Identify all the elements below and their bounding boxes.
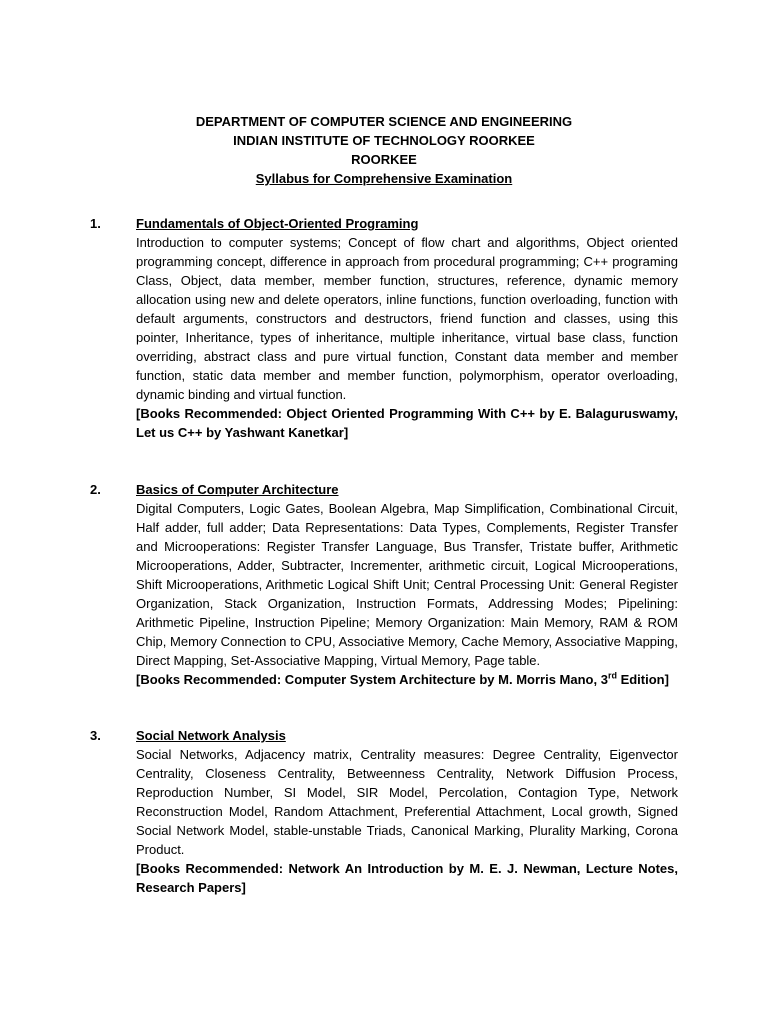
section-body: Social Networks, Adjacency matrix, Centrality measures: Degree Centrality, Eigenvector Centrality, Closeness Centrality, Betweenness Centrality, Network Diffusion Process, Reproduction Number, SI Model, SIR Model, Percolation, Contagion Type, Network Reconstruction Model, Random Attachment, Preferential Attachment, Local growth, Signed Social Network Model, stable-unstable Triads, Canonical Marking, Plurality Marking, Corona Product.: [136, 747, 678, 857]
section-number: 1.: [90, 216, 101, 231]
section-body: Introduction to computer systems; Concept of flow chart and algorithms, Object oriented programming concept, difference in approach from procedural programming; C++ programing Class, Object, data member, member function, structures, reference, dynamic memory allocation using new and delete operators, inline functions, function overloading, function with default arguments, constructors and destructors, friend function and classes, using this pointer, Inheritance, types of inheritance, multiple inheritance, virtual base class, function overriding, abstract class and pure virtual function, Constant data member and member function, static data member and member function, polymorphism, operator overloading, dynamic binding and virtual function.: [136, 235, 678, 402]
institute-title: INDIAN INSTITUTE OF TECHNOLOGY ROORKEE: [233, 133, 535, 148]
section-heading: Basics of Computer Architecture: [136, 482, 339, 497]
section-number: 3.: [90, 728, 101, 743]
books-text: [Books Recommended: Computer System Architecture by M. Morris Mano, 3: [136, 672, 608, 687]
section-heading: Social Network Analysis: [136, 728, 286, 743]
document-header: [0, 112, 768, 188]
books-recommended: [Books Recommended: Network An Introduction by M. E. J. Newman, Lecture Notes, Research Papers]: [136, 861, 678, 895]
section-heading: Fundamentals of Object-Oriented Programing: [136, 216, 419, 231]
section-content: [136, 726, 678, 897]
books-recommended: [Books Recommended: Object Oriented Programming With C++ by E. Balaguruswamy, Let us C++ by Yashwant Kanetkar]: [136, 406, 678, 440]
section-content: [136, 480, 678, 689]
department-title: DEPARTMENT OF COMPUTER SCIENCE AND ENGINEERING: [195, 114, 573, 129]
edition-superscript: rd: [607, 670, 617, 681]
section-body: Digital Computers, Logic Gates, Boolean Algebra, Map Simplification, Combinational Circuit, Half adder, full adder; Data Representations: Data Types, Complements, Register Transfer and Microoperations: Register Transfer Language, Bus Transfer, Tristate buffer, Arithmetic Microoperations, Adder, Subtracter, Incrementer, arithmetic circuit, Logical Microoperations, Shift Microoperations, Arithmetic Logical Shift Unit; Central Processing Unit: General Register Organization, Stack Organization, Instruction Formats, Addressing Modes; Pipelining: Arithmetic Pipeline, Instruction Pipeline; Memory Organization: Main Memory, RAM & ROM Chip, Memory Connection to CPU, Associative Memory, Cache Memory, Associative Mapping, Direct Mapping, Set-Associative Mapping, Virtual Memory, Page table.: [136, 501, 678, 668]
section-object-oriented-programming: [90, 214, 680, 442]
section-number: 2.: [90, 482, 101, 497]
section-content: [136, 214, 678, 442]
syllabus-subtitle: Syllabus for Comprehensive Examination: [255, 171, 513, 186]
section-social-network-analysis: [90, 726, 680, 897]
books-recommended: [136, 670, 678, 689]
books-text-end: Edition]: [616, 672, 669, 687]
city-title: ROORKEE: [351, 152, 417, 167]
section-computer-architecture: [90, 480, 680, 689]
